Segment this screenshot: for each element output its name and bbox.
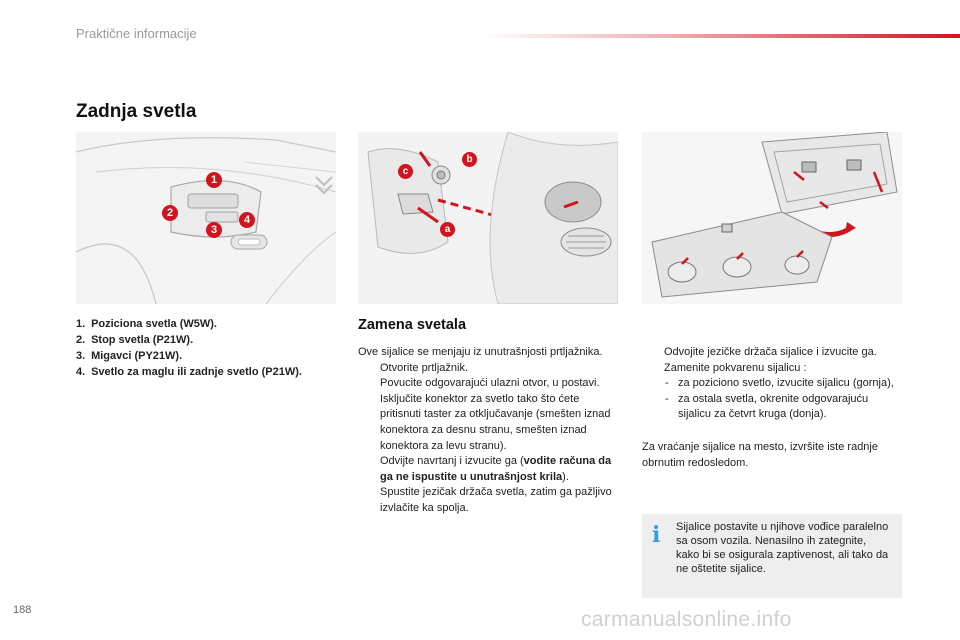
header-accent-line	[480, 34, 960, 38]
instructions-column-2	[642, 345, 902, 471]
info-text: Sijalice postavite u njihove vođice paralelno sa osom vozila. Nenasilno ih zategnite, kako bi se osigurala zaptivenost, ali tako da ne oštetite sijalice.	[676, 521, 889, 575]
page-number: 188	[13, 604, 32, 616]
step-item: Odvojite jezičke držača sijalice i izvucite ga.	[664, 346, 877, 358]
legend-item: 1. Poziciona svetla (W5W).	[76, 318, 217, 330]
legend-item: 4. Svetlo za maglu ili zadnje svetlo (P21W).	[76, 366, 302, 378]
reassembly-note: Za vraćanje sijalice na mesto, izvršite iste radnje obrnutim redosledom.	[642, 440, 878, 469]
step-item: Odvijte navrtanj i izvucite ga (vodite računa da ga ne ispustite u unutrašnjost krila).	[380, 455, 612, 483]
warning-emphasis: vodite računa da ga ne ispustite u unutrašnjost krila	[380, 455, 612, 483]
info-box	[642, 514, 902, 598]
section-header: Praktične informacije	[76, 26, 197, 41]
intro-text: Ove sijalice se menjaju iz unutrašnjosti prtljažnika.	[358, 346, 603, 358]
callout-4: 4	[239, 212, 255, 228]
callout-1: 1	[206, 172, 222, 188]
page-title: Zadnja svetla	[76, 101, 197, 122]
sub-step-item: - za poziciono svetlo, izvucite sijalicu (gornja),	[665, 377, 894, 390]
step-item: Zamenite pokvarenu sijalicu :	[664, 361, 807, 374]
callout-2: 2	[162, 205, 178, 221]
trunk-access-figure	[358, 132, 618, 304]
bulb-legend	[76, 316, 302, 380]
callout-c: c	[398, 164, 413, 179]
step-item: Spustite jezičak držača svetla, zatim ga pažljivo izvlačite ka spolja.	[380, 486, 612, 514]
sub-step-item: - za ostala svetla, okrenite odgovarajuću sijalicu za četvrt kruga (donja).	[665, 392, 869, 421]
watermark: carmanualsonline.info	[581, 608, 792, 631]
bulb-holder-figure	[642, 132, 902, 304]
callout-a: a	[440, 222, 455, 237]
trunk-access-illustration	[358, 132, 618, 304]
rear-lights-illustration	[76, 132, 336, 304]
step-item: Isključite konektor za svetlo tako što ćete pritisnuti taster za otključavanje (smešten iznad konektora za desnu stranu, smešten iznad konektora za levu stranu).	[380, 392, 611, 452]
step-item: Povucite odgovarajući ulazni otvor, u postavi.	[380, 377, 600, 390]
section-subtitle: Zamena svetala	[358, 317, 467, 333]
bulb-holder-illustration	[642, 132, 902, 304]
instructions-column-1	[358, 345, 613, 517]
callout-3: 3	[206, 222, 222, 238]
legend-item: 3. Migavci (PY21W).	[76, 350, 183, 362]
rear-lights-figure	[76, 132, 336, 304]
callout-b: b	[462, 152, 477, 167]
step-item: Otvorite prtljažnik.	[380, 361, 469, 374]
info-icon: i	[652, 522, 661, 548]
legend-item: 2. Stop svetla (P21W).	[76, 334, 194, 346]
